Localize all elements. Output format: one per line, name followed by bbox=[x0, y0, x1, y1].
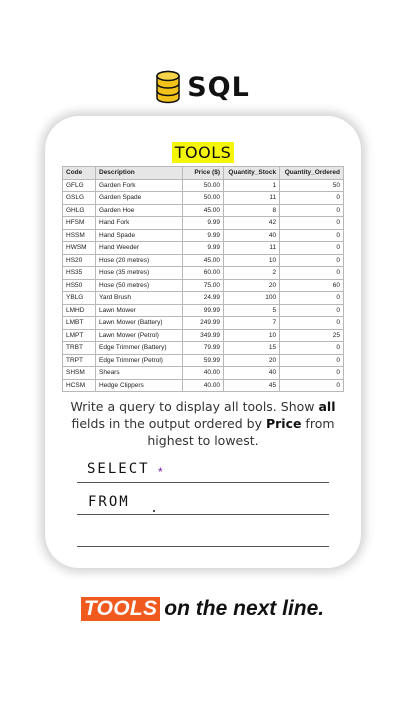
answer-star-symbol: * bbox=[158, 465, 163, 479]
table-cell: 10 bbox=[224, 329, 280, 342]
table-cell: 8 bbox=[224, 204, 280, 217]
table-cell: 0 bbox=[280, 267, 344, 280]
answer-line-2[interactable] bbox=[77, 514, 329, 515]
table-row bbox=[63, 317, 344, 330]
database-icon bbox=[155, 70, 181, 104]
table-cell: HS50 bbox=[63, 279, 96, 292]
table-cell: 0 bbox=[280, 304, 344, 317]
table-cell: GHLG bbox=[63, 204, 96, 217]
answer-from-keyword: FROM bbox=[88, 494, 130, 510]
table-cell: 11 bbox=[224, 192, 280, 205]
table-row bbox=[63, 242, 344, 255]
table-cell: 9.99 bbox=[183, 217, 224, 230]
table-cell: 0 bbox=[280, 254, 344, 267]
table-cell: 15 bbox=[224, 342, 280, 355]
table-cell: Lawn Mower (Petrol) bbox=[96, 329, 183, 342]
table-cell: 9.99 bbox=[183, 242, 224, 255]
table-cell: Shears bbox=[96, 367, 183, 380]
table-row bbox=[63, 179, 344, 192]
table-cell: 79.99 bbox=[183, 342, 224, 355]
column-header: Description bbox=[96, 167, 183, 180]
question-emphasis: all bbox=[318, 399, 336, 414]
table-row bbox=[63, 279, 344, 292]
table-cell: 45.00 bbox=[183, 204, 224, 217]
column-header: Price ($) bbox=[183, 167, 224, 180]
table-row bbox=[63, 354, 344, 367]
table-cell: 42 bbox=[224, 217, 280, 230]
table-cell: 45.00 bbox=[183, 254, 224, 267]
table-cell: 40 bbox=[224, 367, 280, 380]
table-body bbox=[63, 179, 344, 392]
table-cell: TRBT bbox=[63, 342, 96, 355]
table-cell: LMBT bbox=[63, 317, 96, 330]
table-title bbox=[45, 143, 361, 163]
table-cell: Garden Spade bbox=[96, 192, 183, 205]
table-cell: Hose (20 metres) bbox=[96, 254, 183, 267]
caption bbox=[0, 597, 405, 621]
table-cell: 50 bbox=[280, 179, 344, 192]
table-cell: 0 bbox=[280, 292, 344, 305]
table-cell: Hand Fork bbox=[96, 217, 183, 230]
table-cell: 349.99 bbox=[183, 329, 224, 342]
table-row bbox=[63, 304, 344, 317]
table-cell: 99.99 bbox=[183, 304, 224, 317]
question-part: fields in the output ordered by bbox=[71, 416, 266, 431]
table-cell: HS35 bbox=[63, 267, 96, 280]
table-cell: 0 bbox=[280, 242, 344, 255]
table-cell: Hand Weeder bbox=[96, 242, 183, 255]
table-row bbox=[63, 379, 344, 392]
table-row bbox=[63, 292, 344, 305]
answer-line-3[interactable] bbox=[77, 546, 329, 547]
answer-line-1[interactable] bbox=[77, 482, 329, 483]
table-cell: HFSM bbox=[63, 217, 96, 230]
table-cell: Garden Fork bbox=[96, 179, 183, 192]
cursor-dot bbox=[153, 510, 155, 512]
table-cell: 5 bbox=[224, 304, 280, 317]
question-card bbox=[45, 116, 361, 568]
table-cell: 7 bbox=[224, 317, 280, 330]
question-part: Write a query to display all tools. Show bbox=[70, 399, 319, 414]
table-cell: 0 bbox=[280, 342, 344, 355]
question-part: from highest to lowest. bbox=[147, 416, 335, 448]
table-cell: 0 bbox=[280, 354, 344, 367]
table-cell: YBLG bbox=[63, 292, 96, 305]
table-cell: 60.00 bbox=[183, 267, 224, 280]
table-row bbox=[63, 367, 344, 380]
table-cell: 2 bbox=[224, 267, 280, 280]
table-cell: 59.99 bbox=[183, 354, 224, 367]
table-row bbox=[63, 229, 344, 242]
table-header-row bbox=[63, 167, 344, 180]
table-cell: 1 bbox=[224, 179, 280, 192]
table-cell: 40.00 bbox=[183, 367, 224, 380]
table-cell: HSSM bbox=[63, 229, 96, 242]
table-cell: 25 bbox=[280, 329, 344, 342]
tools-table bbox=[62, 166, 344, 392]
table-cell: GFLG bbox=[63, 179, 96, 192]
table-row bbox=[63, 217, 344, 230]
table-cell: Yard Brush bbox=[96, 292, 183, 305]
table-cell: 50.00 bbox=[183, 179, 224, 192]
table-cell: 0 bbox=[280, 217, 344, 230]
table-cell: 11 bbox=[224, 242, 280, 255]
table-cell: 0 bbox=[280, 367, 344, 380]
table-cell: 40 bbox=[224, 229, 280, 242]
table-cell: Edge Trimmer (Petrol) bbox=[96, 354, 183, 367]
table-title-label: TOOLS bbox=[172, 142, 235, 163]
table-cell: 0 bbox=[280, 317, 344, 330]
table-row bbox=[63, 342, 344, 355]
table-cell: 40.00 bbox=[183, 379, 224, 392]
question-emphasis: Price bbox=[265, 416, 302, 431]
header-title: SQL bbox=[187, 71, 250, 103]
table-cell: 0 bbox=[280, 192, 344, 205]
table-cell: 75.00 bbox=[183, 279, 224, 292]
table-cell: Hose (35 metres) bbox=[96, 267, 183, 280]
caption-text: on the next line. bbox=[164, 597, 325, 620]
table-cell: HS20 bbox=[63, 254, 96, 267]
table-cell: LMHD bbox=[63, 304, 96, 317]
table-cell: 24.99 bbox=[183, 292, 224, 305]
table-cell: HWSM bbox=[63, 242, 96, 255]
column-header: Quantity_Stock bbox=[224, 167, 280, 180]
table-cell: 10 bbox=[224, 254, 280, 267]
table-cell: Hand Spade bbox=[96, 229, 183, 242]
table-cell: 100 bbox=[224, 292, 280, 305]
table-cell: Hose (50 metres) bbox=[96, 279, 183, 292]
table-cell: 60 bbox=[280, 279, 344, 292]
column-header: Code bbox=[63, 167, 96, 180]
table-cell: 0 bbox=[280, 204, 344, 217]
table-cell: SHSM bbox=[63, 367, 96, 380]
header bbox=[0, 70, 405, 104]
answer-select-keyword: SELECT bbox=[87, 461, 150, 477]
table-cell: 0 bbox=[280, 229, 344, 242]
table-cell: 20 bbox=[224, 279, 280, 292]
table-cell: 9.99 bbox=[183, 229, 224, 242]
question-text bbox=[67, 398, 339, 449]
table-row bbox=[63, 267, 344, 280]
table-cell: Hedge Clippers bbox=[96, 379, 183, 392]
table-cell: 20 bbox=[224, 354, 280, 367]
table-cell: 45 bbox=[224, 379, 280, 392]
table-row bbox=[63, 204, 344, 217]
table-cell: Lawn Mower bbox=[96, 304, 183, 317]
table-cell: Garden Hoe bbox=[96, 204, 183, 217]
table-cell: Lawn Mower (Battery) bbox=[96, 317, 183, 330]
table-cell: GSLG bbox=[63, 192, 96, 205]
caption-highlight: TOOLS bbox=[81, 597, 160, 621]
table-cell: HCSM bbox=[63, 379, 96, 392]
table-cell: 249.99 bbox=[183, 317, 224, 330]
table-cell: 50.00 bbox=[183, 192, 224, 205]
table-cell: LMPT bbox=[63, 329, 96, 342]
table-cell: 0 bbox=[280, 379, 344, 392]
table-row bbox=[63, 192, 344, 205]
table-row bbox=[63, 329, 344, 342]
table-cell: TRPT bbox=[63, 354, 96, 367]
table-cell: Edge Trimmer (Battery) bbox=[96, 342, 183, 355]
column-header: Quantity_Ordered bbox=[280, 167, 344, 180]
table-row bbox=[63, 254, 344, 267]
